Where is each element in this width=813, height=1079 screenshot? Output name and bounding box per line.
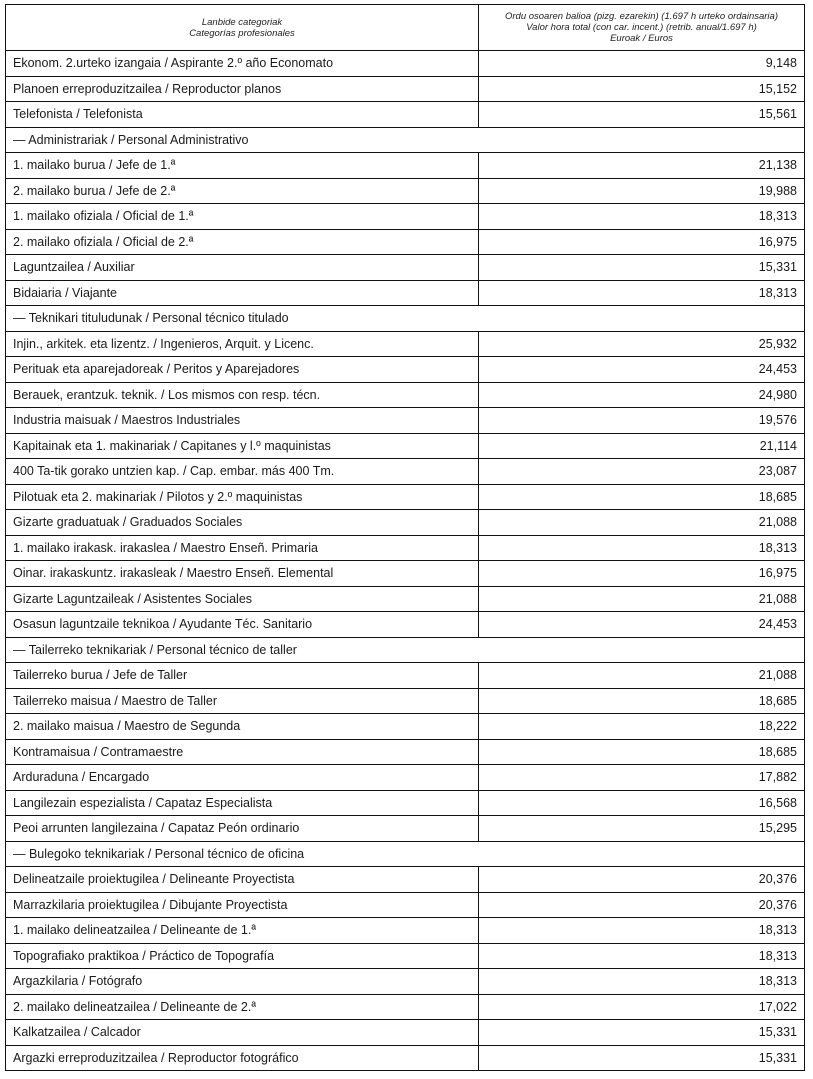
category-cell: Topografiako praktikoa / Práctico de Topografía <box>6 943 479 969</box>
hourly-value-cell: 20,376 <box>479 867 805 893</box>
category-cell: Oinar. irakaskuntz. irakasleak / Maestro Enseñ. Elemental <box>6 561 479 587</box>
category-cell: Argazkilaria / Fotógrafo <box>6 969 479 995</box>
hourly-value-cell: 19,988 <box>479 178 805 204</box>
table-row <box>6 790 805 816</box>
section-header-row <box>6 127 805 153</box>
table-row <box>6 892 805 918</box>
header-value <box>479 5 805 51</box>
category-cell: Arduraduna / Encargado <box>6 765 479 791</box>
hourly-value-cell: 18,313 <box>479 969 805 995</box>
table-row <box>6 943 805 969</box>
section-header-row <box>6 306 805 332</box>
table-row <box>6 382 805 408</box>
hourly-value-cell: 21,114 <box>479 433 805 459</box>
section-label: — Administrariak / Personal Administrativo <box>6 127 805 153</box>
category-cell: 400 Ta-tik gorako untzien kap. / Cap. embar. más 400 Tm. <box>6 459 479 485</box>
hourly-value-cell: 15,152 <box>479 76 805 102</box>
table-row <box>6 408 805 434</box>
table-row <box>6 433 805 459</box>
table-row <box>6 535 805 561</box>
category-cell: Planoen erreproduzitzailea / Reproductor planos <box>6 76 479 102</box>
category-cell: Bidaiaria / Viajante <box>6 280 479 306</box>
category-cell: Gizarte Laguntzaileak / Asistentes Sociales <box>6 586 479 612</box>
table-row <box>6 714 805 740</box>
table-row <box>6 739 805 765</box>
category-cell: 2. mailako maisua / Maestro de Segunda <box>6 714 479 740</box>
category-cell: Langilezain espezialista / Capataz Especialista <box>6 790 479 816</box>
category-cell: Gizarte graduatuak / Graduados Sociales <box>6 510 479 536</box>
category-cell: 2. mailako ofiziala / Oficial de 2.ª <box>6 229 479 255</box>
category-cell: 1. mailako delineatzailea / Delineante de 1.ª <box>6 918 479 944</box>
category-cell: 2. mailako burua / Jefe de 2.ª <box>6 178 479 204</box>
header-category-line: Lanbide categoriak <box>201 16 283 28</box>
table-row <box>6 688 805 714</box>
header-category-line: Categorías profesionales <box>189 27 295 39</box>
hourly-value-cell: 21,088 <box>479 510 805 536</box>
table-row <box>6 280 805 306</box>
header-value-line: Valor hora total (con car. incent.) (retrib. anual/1.697 h) <box>526 22 757 33</box>
hourly-value-cell: 18,313 <box>479 918 805 944</box>
table-row <box>6 994 805 1020</box>
table-row <box>6 1045 805 1071</box>
hourly-value-cell: 15,561 <box>479 102 805 128</box>
hourly-value-cell: 21,138 <box>479 153 805 179</box>
hourly-value-cell: 18,685 <box>479 484 805 510</box>
hourly-value-cell: 18,313 <box>479 943 805 969</box>
category-cell: Telefonista / Telefonista <box>6 102 479 128</box>
hourly-value-cell: 24,453 <box>479 357 805 383</box>
hourly-value-cell: 17,022 <box>479 994 805 1020</box>
hourly-value-cell: 20,376 <box>479 892 805 918</box>
hourly-value-cell: 23,087 <box>479 459 805 485</box>
header-value-line: Ordu osoaren balioa (pizg. ezarekin) (1.697 h urteko ordainsaria) <box>504 11 778 22</box>
table-row <box>6 484 805 510</box>
category-cell: Injin., arkitek. eta lizentz. / Ingenieros, Arquit. y Licenc. <box>6 331 479 357</box>
hourly-value-cell: 18,313 <box>479 535 805 561</box>
table-row <box>6 663 805 689</box>
hourly-value-cell: 16,568 <box>479 790 805 816</box>
section-label: — Bulegoko teknikariak / Personal técnico de oficina <box>6 841 805 867</box>
hourly-value-cell: 15,295 <box>479 816 805 842</box>
hourly-value-cell: 19,576 <box>479 408 805 434</box>
table-body <box>6 51 805 1071</box>
hourly-value-cell: 18,685 <box>479 688 805 714</box>
hourly-value-cell: 18,685 <box>479 739 805 765</box>
table-row <box>6 102 805 128</box>
category-cell: Delineatzaile proiektugilea / Delineante Proyectista <box>6 867 479 893</box>
table-row <box>6 178 805 204</box>
hourly-value-cell: 15,331 <box>479 255 805 281</box>
hourly-value-cell: 18,313 <box>479 280 805 306</box>
category-cell: Ekonom. 2.urteko izangaia / Aspirante 2.º año Economato <box>6 51 479 77</box>
header-category <box>6 5 479 51</box>
hourly-value-cell: 18,313 <box>479 204 805 230</box>
category-cell: Kalkatzailea / Calcador <box>6 1020 479 1046</box>
category-cell: Marrazkilaria proiektugilea / Dibujante Proyectista <box>6 892 479 918</box>
hourly-value-cell: 16,975 <box>479 229 805 255</box>
category-cell: 1. mailako irakask. irakaslea / Maestro Enseñ. Primaria <box>6 535 479 561</box>
category-cell: Industria maisuak / Maestros Industriales <box>6 408 479 434</box>
table-row <box>6 918 805 944</box>
hourly-value-cell: 9,148 <box>479 51 805 77</box>
section-label: — Teknikari tituludunak / Personal técnico titulado <box>6 306 805 332</box>
hourly-value-cell: 24,980 <box>479 382 805 408</box>
hourly-value-cell: 16,975 <box>479 561 805 587</box>
category-cell: 2. mailako delineatzailea / Delineante de 2.ª <box>6 994 479 1020</box>
category-cell: 1. mailako burua / Jefe de 1.ª <box>6 153 479 179</box>
table-row <box>6 459 805 485</box>
table-row <box>6 561 805 587</box>
table-row <box>6 51 805 77</box>
header-value-line: Euroak / Euros <box>610 33 673 44</box>
table-row <box>6 255 805 281</box>
salary-table <box>5 4 805 1071</box>
table-row <box>6 331 805 357</box>
hourly-value-cell: 21,088 <box>479 663 805 689</box>
table-row <box>6 204 805 230</box>
hourly-value-cell: 21,088 <box>479 586 805 612</box>
table-row <box>6 765 805 791</box>
table-row <box>6 229 805 255</box>
table-header <box>6 5 805 51</box>
category-cell: Perituak eta aparejadoreak / Peritos y Aparejadores <box>6 357 479 383</box>
table-row <box>6 586 805 612</box>
table-row <box>6 357 805 383</box>
table-row <box>6 612 805 638</box>
hourly-value-cell: 15,331 <box>479 1020 805 1046</box>
category-cell: Peoi arrunten langilezaina / Capataz Peón ordinario <box>6 816 479 842</box>
category-cell: Berauek, erantzuk. teknik. / Los mismos con resp. técn. <box>6 382 479 408</box>
table-row <box>6 510 805 536</box>
table-row <box>6 969 805 995</box>
table-row <box>6 76 805 102</box>
table-row <box>6 867 805 893</box>
section-header-row <box>6 637 805 663</box>
hourly-value-cell: 17,882 <box>479 765 805 791</box>
hourly-value-cell: 24,453 <box>479 612 805 638</box>
category-cell: Kapitainak eta 1. makinariak / Capitanes y l.º maquinistas <box>6 433 479 459</box>
category-cell: Argazki erreproduzitzailea / Reproductor fotográfico <box>6 1045 479 1071</box>
category-cell: Osasun laguntzaile teknikoa / Ayudante Téc. Sanitario <box>6 612 479 638</box>
section-header-row <box>6 841 805 867</box>
table-row <box>6 153 805 179</box>
category-cell: Tailerreko maisua / Maestro de Taller <box>6 688 479 714</box>
hourly-value-cell: 25,932 <box>479 331 805 357</box>
category-cell: Laguntzailea / Auxiliar <box>6 255 479 281</box>
table-row <box>6 816 805 842</box>
category-cell: Pilotuak eta 2. makinariak / Pilotos y 2.º maquinistas <box>6 484 479 510</box>
hourly-value-cell: 18,222 <box>479 714 805 740</box>
hourly-value-cell: 15,331 <box>479 1045 805 1071</box>
table-row <box>6 1020 805 1046</box>
category-cell: Tailerreko burua / Jefe de Taller <box>6 663 479 689</box>
category-cell: 1. mailako ofiziala / Oficial de 1.ª <box>6 204 479 230</box>
section-label: — Tailerreko teknikariak / Personal técnico de taller <box>6 637 805 663</box>
category-cell: Kontramaisua / Contramaestre <box>6 739 479 765</box>
